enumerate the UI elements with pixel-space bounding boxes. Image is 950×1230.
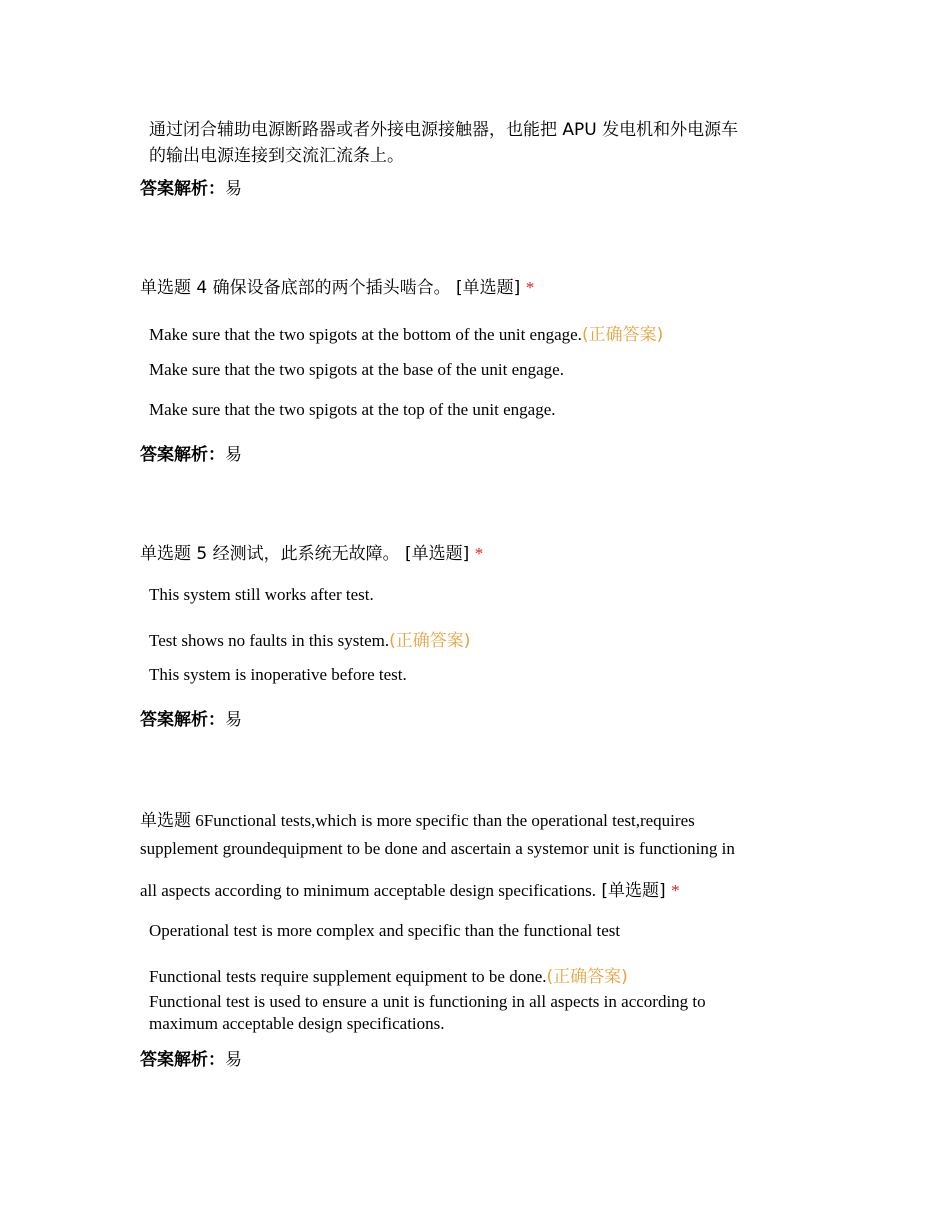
option-text: 的输出电源连接到交流汇流条上。: [149, 146, 404, 166]
question-title: [140, 539, 483, 564]
answer-analysis: [140, 174, 242, 199]
required-mark: *: [474, 544, 484, 563]
analysis-label: 答案解析：: [140, 445, 225, 465]
answer-analysis: [140, 705, 242, 730]
question-text: 经测试，此系统无故障。: [212, 544, 400, 564]
option-item-continued: [149, 1014, 445, 1034]
option-item: [149, 400, 556, 420]
option-item: [149, 992, 706, 1012]
analysis-label: 答案解析：: [140, 179, 225, 199]
analysis-value: 易: [225, 179, 242, 199]
option-text: Make sure that the two spigots at the bottom of the unit engage.: [149, 325, 582, 344]
option-item: [149, 962, 628, 987]
option-text: This system still works after test.: [149, 585, 374, 604]
question-prefix: 单选题 4: [140, 278, 213, 298]
option-text: Functional test is used to ensure a unit is functioning in all aspects in according to: [149, 992, 706, 1011]
question-title-line: supplement groundequipment to be done and ascertain a systemor unit is functioning in: [140, 839, 735, 858]
option-item: [149, 626, 470, 651]
question-text: all aspects according to minimum acceptable design specifications.: [140, 881, 597, 900]
correct-answer-tag: (正确答案): [581, 325, 664, 345]
option-item: [149, 665, 407, 685]
question-type: [单选题]: [596, 881, 672, 901]
required-mark: *: [525, 278, 535, 297]
option-item: [149, 320, 663, 345]
option-text: maximum acceptable design specifications.: [149, 1014, 445, 1033]
option-item: [149, 585, 374, 605]
required-mark: *: [671, 881, 680, 900]
option-item: [149, 921, 620, 941]
option-text: Make sure that the two spigots at the top of the unit engage.: [149, 400, 556, 419]
option-item: [149, 360, 564, 380]
question-type: [单选题]: [399, 544, 475, 564]
question-title-line: 单选题 6Functional tests,which is more specific than the operational test,requires: [140, 811, 695, 830]
analysis-value: 易: [225, 710, 242, 730]
analysis-label: 答案解析：: [140, 1050, 225, 1070]
question-title: [140, 273, 534, 298]
question-type: [单选题]: [450, 278, 526, 298]
question-text: 确保设备底部的两个插头啮合。: [212, 278, 451, 298]
answer-analysis: [140, 440, 242, 465]
option-text: This system is inoperative before test.: [149, 665, 407, 684]
question-title: [140, 876, 680, 901]
correct-answer-tag: (正确答案): [389, 631, 471, 651]
option-text: Test shows no faults in this system.: [149, 631, 390, 650]
analysis-label: 答案解析：: [140, 710, 225, 730]
option-text: Make sure that the two spigots at the base of the unit engage.: [149, 360, 564, 379]
question-prefix: 单选题 5: [140, 544, 213, 564]
option-text: 通过闭合辅助电源断路器或者外接电源接触器，也能把 APU 发电机和外电源车: [149, 120, 739, 140]
option-text: Operational test is more complex and specific than the functional test: [149, 921, 621, 940]
analysis-value: 易: [225, 445, 242, 465]
option-text: Functional tests require supplement equipment to be done.: [149, 967, 547, 986]
correct-answer-tag: (正确答案): [546, 967, 628, 987]
answer-analysis: [140, 1045, 242, 1070]
analysis-value: 易: [225, 1050, 242, 1070]
